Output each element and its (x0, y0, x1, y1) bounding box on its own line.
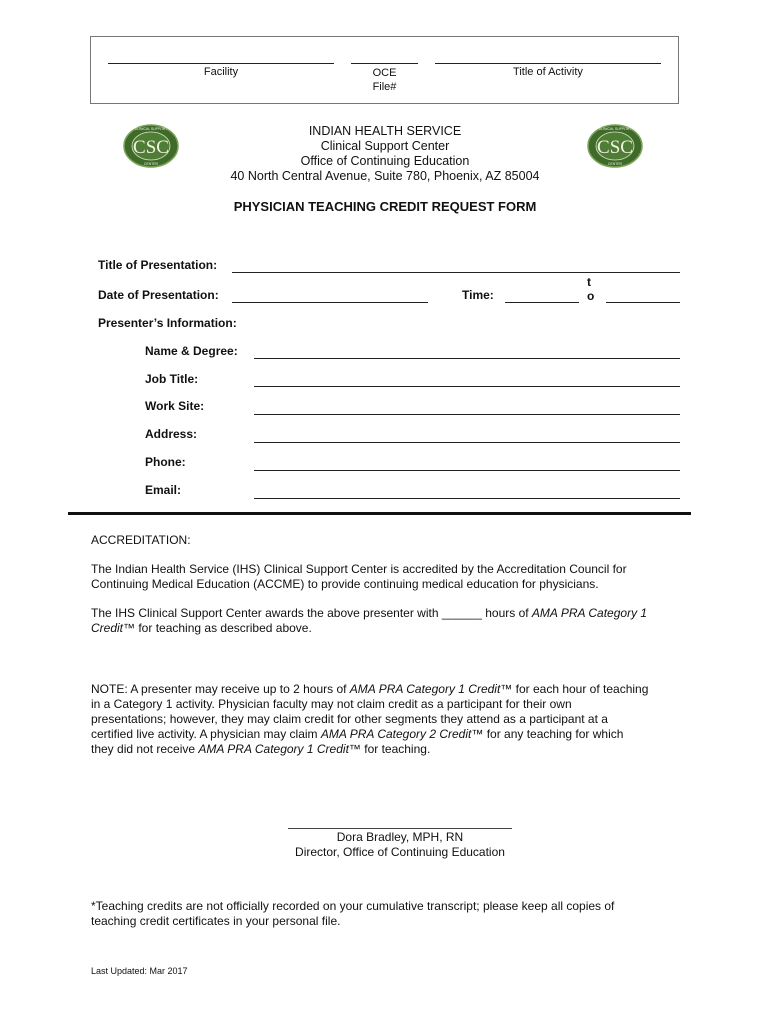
award-text-d: ™ for teaching as described above. (123, 621, 312, 635)
signature-line[interactable] (288, 828, 512, 829)
phone-field[interactable] (254, 470, 680, 471)
signature-block (235, 830, 565, 860)
address-field[interactable] (254, 442, 680, 443)
award-line2 (91, 621, 691, 636)
transcript-note (91, 899, 691, 929)
award-paragraph (91, 606, 691, 636)
csc-logo-right (587, 124, 643, 168)
note-l4-a: certified live activity. A physician may claim (91, 727, 321, 741)
oce-file-label (351, 66, 418, 94)
note-line5 (91, 742, 691, 757)
note-l5-b: AMA PRA Category 1 Credit (198, 742, 349, 756)
award-line1 (91, 606, 691, 621)
note-line2: in a Category 1 activity. Physician faculty may not claim credit as a participant for their own (91, 697, 572, 711)
accreditation-line1: The Indian Health Service (IHS) Clinical Support Center is accredited by the Accreditation Council for (91, 562, 627, 576)
time-to-label (587, 275, 594, 303)
logo-left-text: CSC (133, 137, 169, 158)
date-of-presentation-label: Date of Presentation: (98, 288, 219, 302)
email-label: Email: (145, 483, 182, 497)
note-l5-a: they did not receive (91, 742, 199, 756)
accreditation-paragraph (91, 562, 691, 592)
name-degree-field[interactable] (254, 358, 680, 359)
form-title: PHYSICIAN TEACHING CREDIT REQUEST FORM (233, 199, 537, 214)
logo-right-arc-bottom: CENTER (608, 162, 622, 166)
note-paragraph (91, 682, 691, 757)
note-l5-c: ™ for teaching. (348, 742, 431, 756)
logo-right-text: CSC (597, 137, 633, 158)
note-line1 (91, 682, 691, 697)
transcript-note-line2: teaching credit certificates in your personal file. (91, 914, 341, 928)
org-address: 40 North Central Avenue, Suite 780, Phoenix, AZ 85004 (230, 169, 540, 183)
facility-line[interactable] (108, 63, 334, 64)
logo-left-arc-top: CLINICAL SUPPORT (134, 127, 168, 131)
transcript-note-line1: *Teaching credits are not officially recorded on your cumulative transcript; please keep all copies of (91, 899, 615, 913)
accreditation-line2: Continuing Medical Education (ACCME) to provide continuing medical education for physicians. (91, 577, 599, 591)
signature-title: Director, Office of Continuing Education (295, 845, 505, 859)
accreditation-heading: ACCREDITATION: (91, 533, 191, 547)
to-o: o (587, 289, 595, 303)
logo-right-arc-top: CLINICAL SUPPORT (598, 127, 632, 131)
note-l1-c: ™ for each hour of teaching (500, 682, 649, 696)
note-line4 (91, 727, 691, 742)
activity-title-label: Title of Activity (513, 66, 583, 78)
csc-logo-left (123, 124, 179, 168)
name-degree-label: Name & Degree: (145, 344, 238, 358)
note-l1-a: NOTE: A presenter may receive up to 2 hours of (91, 682, 350, 696)
presenter-info-label: Presenter’s Information: (98, 316, 237, 330)
award-text-b: AMA PRA Category 1 (531, 606, 648, 620)
work-site-label: Work Site: (145, 399, 205, 413)
time-start-field[interactable] (505, 302, 579, 303)
signature-name: Dora Bradley, MPH, RN (336, 830, 464, 844)
work-site-field[interactable] (254, 414, 680, 415)
phone-label: Phone: (145, 455, 186, 469)
logo-left-arc-bottom: CENTER (144, 162, 158, 166)
note-l4-c: ™ for any teaching for which (471, 727, 624, 741)
organization-header (200, 124, 570, 184)
org-office: Office of Continuing Education (300, 154, 470, 168)
org-center: Clinical Support Center (320, 139, 450, 153)
title-of-presentation-label: Title of Presentation: (98, 258, 218, 272)
oce-label-line2: File# (372, 81, 397, 93)
email-field[interactable] (254, 498, 680, 499)
activity-title-line[interactable] (435, 63, 661, 64)
award-text-c: Credit (91, 621, 124, 635)
address-label: Address: (145, 427, 198, 441)
note-l4-b: AMA PRA Category 2 Credit (320, 727, 472, 741)
time-label: Time: (462, 288, 494, 302)
award-text-a: The IHS Clinical Support Center awards the above presenter with ______ hours of (91, 606, 532, 620)
last-updated: Last Updated: Mar 2017 (91, 966, 188, 976)
oce-file-line[interactable] (351, 63, 418, 64)
title-of-presentation-field[interactable] (232, 272, 680, 273)
oce-label-line1: OCE (372, 67, 397, 79)
job-title-label: Job Title: (145, 372, 199, 386)
date-of-presentation-field[interactable] (232, 302, 428, 303)
facility-label: Facility (203, 66, 239, 78)
org-name: INDIAN HEALTH SERVICE (308, 124, 462, 138)
section-divider (68, 512, 691, 515)
to-t: t (587, 275, 591, 289)
section-divider-thin (610, 513, 691, 514)
note-l1-b: AMA PRA Category 1 Credit (349, 682, 501, 696)
job-title-field[interactable] (254, 386, 680, 387)
time-end-field[interactable] (606, 302, 680, 303)
note-line3: presentations; however, they may claim credit for other segments they attend as a participant at a (91, 712, 608, 726)
